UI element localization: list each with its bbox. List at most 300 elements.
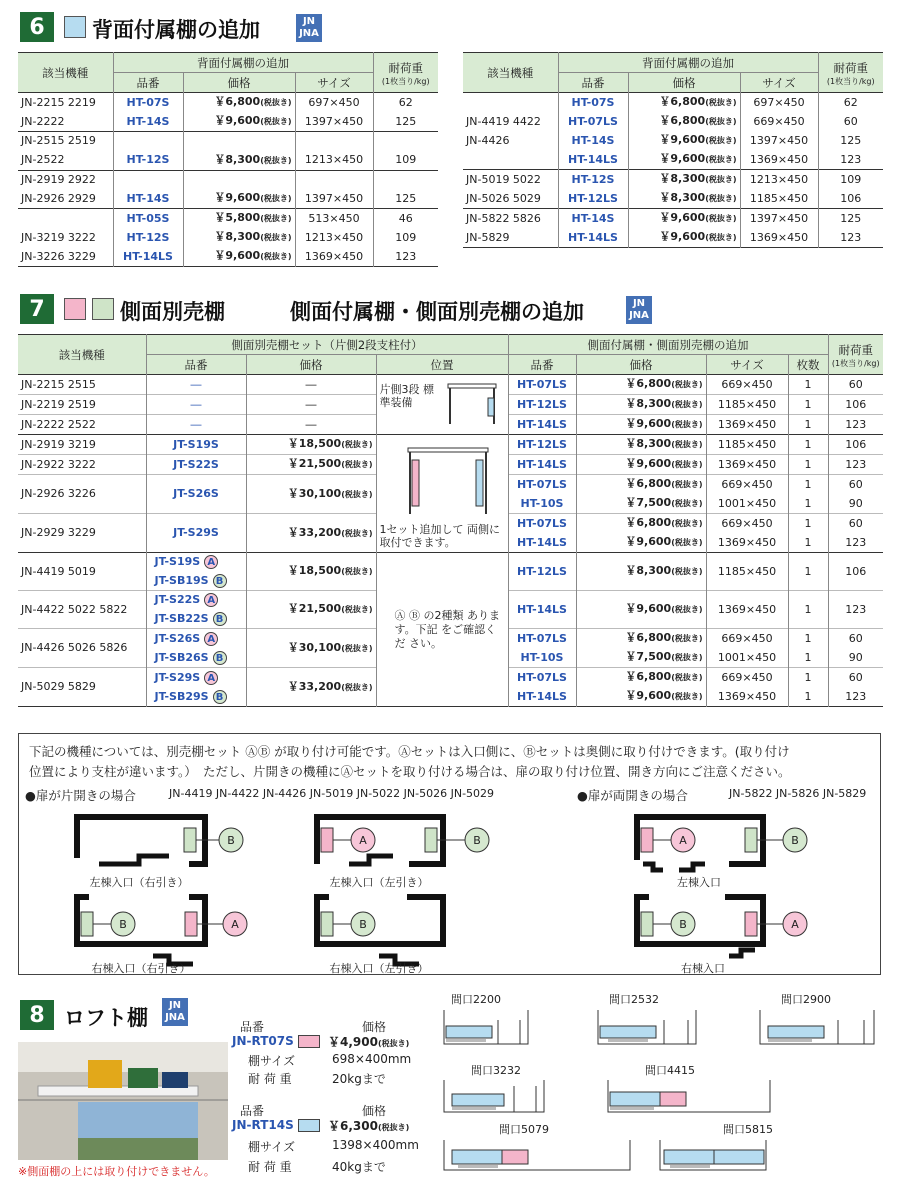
set-part-number: JT-S26S [146, 475, 246, 514]
loft-gap-diagrams [438, 990, 888, 1190]
load-cell: 123 [845, 417, 867, 431]
set-price: ― [246, 415, 376, 435]
qty-cell: 1 [788, 395, 828, 415]
header-size: サイズ [740, 73, 818, 93]
diagram-right-left-slide [309, 894, 519, 974]
size-cell: 1001×450 [706, 648, 788, 668]
part-number: HT-07LS [508, 629, 576, 649]
size-cell: 669×450 [706, 668, 788, 688]
model-cell: JN-5026 5029 [463, 189, 558, 209]
set-price: ￥33,200(税抜き) [246, 514, 376, 553]
mark-a: A [231, 918, 239, 931]
double-door-label: ●扉が両開きの場合 [577, 788, 688, 803]
price-cell: ￥6,800(税抜き) [576, 514, 706, 534]
size-cell: 1369×450 [706, 687, 788, 707]
loft-warning: ※側面棚の上には取り付けできません。 [18, 1165, 215, 1178]
set-part-number: ― [146, 395, 246, 415]
load-cell: 60 [848, 377, 863, 391]
single-door-label: ●扉が片開きの場合 [25, 788, 136, 803]
load-cell: 60 [848, 631, 863, 645]
part-number: HT-10S [508, 648, 576, 668]
mark-b-icon: B [213, 574, 227, 588]
set-part-number: JT-SB19S B [146, 572, 246, 591]
header-side-added: 側面付属棚・側面別売棚の追加 [508, 335, 828, 355]
model-cell: JN-4426 5026 5826 [18, 629, 146, 668]
set-part-number: JT-S19S A [146, 553, 246, 572]
price-cell: ￥6,800(税抜き) [576, 475, 706, 495]
price-cell: ￥9,600(税抜き) [576, 591, 706, 629]
diagram-caption: 右棟入口 [681, 962, 725, 974]
part-number: HT-10S [508, 494, 576, 514]
model-cell: JN-2919 3219 [18, 435, 146, 455]
note-line-1: 下記の機種については、別売棚セット ⒶⒷ が取り付け可能です。Ⓐセットは入口側に、Ⓑセットは奥側に取り付けできます。(取り付け [29, 744, 790, 759]
model-cell: JN-2215 2219 [18, 93, 113, 113]
model-cell: JN-4419 4422 [463, 112, 558, 131]
part-number: HT-14S [558, 209, 628, 229]
qty-cell: 1 [788, 375, 828, 395]
diagram-caption: 左棟入口（右引き） [89, 876, 189, 889]
section-6-number: 6 [20, 12, 54, 42]
qty-cell: 1 [788, 553, 828, 591]
size-cell: 1369×450 [740, 150, 818, 170]
qty-cell: 1 [788, 629, 828, 649]
model-cell: JN-5822 5826 [463, 209, 558, 229]
loft-part-1: JN-RT07S [232, 1034, 294, 1048]
model-cell: JN-2926 2929 [18, 189, 113, 209]
load-cell: 62 [843, 95, 858, 109]
qty-cell: 1 [788, 668, 828, 688]
loft-size-2: 1398×400mm [332, 1138, 419, 1152]
size-cell: 1213×450 [740, 170, 818, 190]
table-cell [183, 132, 295, 151]
loft-load-1: 20kgまで [332, 1072, 386, 1086]
set-price: ￥30,100(税抜き) [246, 475, 376, 514]
size-cell: 697×450 [295, 93, 373, 113]
model-cell: JN-2922 3222 [18, 455, 146, 475]
mark-a-icon: A [204, 593, 218, 607]
price-cell: ￥8,300(税抜き) [576, 435, 706, 455]
header-group: 背面付属棚の追加 [113, 53, 373, 73]
jn-jna-badge: JN JNA [296, 14, 322, 42]
price-cell: ￥7,500(税抜き) [576, 494, 706, 514]
header-price: 価格 [576, 355, 706, 375]
gap-5079: 間口5079 [499, 1123, 549, 1136]
part-number: HT-07S [113, 93, 183, 113]
price-cell: ￥6,800(税抜き) [576, 629, 706, 649]
diagram-left-right-slide [69, 814, 269, 894]
gap-3232: 間口3232 [471, 1064, 521, 1077]
load-cell: 60 [843, 114, 858, 128]
part-number: HT-07LS [508, 668, 576, 688]
size-cell: 1369×450 [706, 591, 788, 629]
part-number: HT-12S [113, 228, 183, 247]
price-cell: ￥6,800(税抜き) [576, 375, 706, 395]
load-cell: 125 [840, 211, 862, 225]
header-part: 品番 [146, 355, 246, 375]
section-7-subtitle: 側面付属棚・側面別売棚の追加 [290, 300, 584, 324]
header-group: 背面付属棚の追加 [558, 53, 818, 73]
load-cell: 106 [845, 397, 867, 411]
load-cell: 60 [848, 477, 863, 491]
part-number: HT-14LS [558, 150, 628, 170]
size-cell: 697×450 [740, 93, 818, 113]
part-number: HT-07LS [508, 475, 576, 495]
loft-header-price: 価格 [362, 1020, 387, 1034]
price-cell: ￥9,600(税抜き) [576, 455, 706, 475]
part-number: HT-14LS [508, 415, 576, 435]
set-part-number: ― [146, 415, 246, 435]
size-cell: 669×450 [706, 475, 788, 495]
position-note: 1セット追加して 両側に取付できます。 [379, 523, 500, 549]
model-cell: JN-2222 [18, 112, 113, 132]
model-cell: JN-4426 [463, 131, 558, 150]
set-price: ￥21,500(税抜き) [246, 455, 376, 475]
note-line-2: 位置により支柱が違います。） ただし、片開きの機種にⒶセットを取り付ける場合は、扉の取り付け位置、開き方向にご注意ください。 [29, 764, 791, 779]
loft-size-label: 棚サイズ [248, 1140, 296, 1154]
price-cell: ￥8,300(税抜き) [576, 395, 706, 415]
position-note: 片側3段 標準装備 [379, 383, 434, 409]
double-door-models: JN-5822 JN-5826 JN-5829 [729, 787, 867, 800]
header-position: 位置 [376, 355, 508, 375]
header-part: 品番 [113, 73, 183, 93]
header-part: 品番 [508, 355, 576, 375]
part-number: HT-14LS [508, 687, 576, 707]
part-number: HT-12S [558, 170, 628, 190]
set-price: ￥30,100(税抜き) [246, 629, 376, 668]
qty-cell: 1 [788, 648, 828, 668]
price-cell: ￥6,800(税抜き) [183, 93, 295, 113]
jn-jna-badge: JN JNA [162, 998, 188, 1026]
model-cell: JN-5029 5829 [18, 668, 146, 707]
load-cell: 123 [840, 152, 862, 166]
price-cell: ￥9,600(税抜き) [576, 415, 706, 435]
position-note: Ⓐ Ⓑ の2種類 あります。下記 をご確認くだ さい。 [394, 608, 500, 650]
set-part-number: JT-S22S A [146, 591, 246, 610]
load-cell: 125 [840, 133, 862, 147]
green-swatch-icon [92, 298, 114, 320]
qty-cell: 1 [788, 494, 828, 514]
section-8-title: ロフト棚 [64, 1006, 148, 1030]
model-cell [463, 93, 558, 113]
part-number: HT-14S [113, 189, 183, 209]
model-cell: JN-2929 3229 [18, 514, 146, 553]
load-cell: 125 [395, 114, 417, 128]
diagram-caption: 左棟入口（左引き） [329, 876, 429, 889]
size-cell: 1397×450 [295, 112, 373, 132]
set-price: ￥21,500(税抜き) [246, 591, 376, 629]
loft-header-part: 品番 [240, 1104, 265, 1118]
set-part-number: JT-S22S [146, 455, 246, 475]
part-number: HT-12LS [508, 553, 576, 591]
part-number: HT-12LS [508, 395, 576, 415]
section-6-title: 背面付属棚の追加 [92, 18, 260, 42]
price-cell: ￥6,800(税抜き) [628, 93, 740, 113]
loft-size-1: 698×400mm [332, 1052, 412, 1066]
price-cell: ￥8,300(税抜き) [628, 170, 740, 190]
price-cell: ￥8,300(税抜き) [183, 151, 295, 171]
diagram-caption: 左棟入口 [677, 876, 721, 889]
part-number: HT-14S [558, 131, 628, 150]
single-door-models: JN-4419 JN-4422 JN-4426 JN-5019 JN-5022 JN-5026 JN-5029 [169, 787, 495, 800]
load-cell: 109 [840, 172, 862, 186]
load-cell: 123 [845, 689, 867, 703]
part-number: HT-14LS [508, 455, 576, 475]
part-number: HT-12LS [508, 435, 576, 455]
loft-header-price: 価格 [362, 1104, 387, 1118]
header-model: 該当機種 [18, 335, 146, 375]
section-7-title: 側面別売棚 [120, 300, 225, 324]
diagram-caption: 右棟入口（右引き） [91, 962, 191, 974]
price-cell: ￥7,500(税抜き) [576, 648, 706, 668]
size-cell: 1213×450 [295, 228, 373, 247]
back-shelf-table-right [463, 52, 883, 248]
load-cell: 123 [845, 535, 867, 549]
size-cell: 1397×450 [740, 209, 818, 229]
section-7-number: 7 [20, 294, 54, 324]
load-cell: 125 [395, 191, 417, 205]
loft-load-label: 耐 荷 重 [248, 1160, 292, 1174]
header-price: 価格 [183, 73, 295, 93]
qty-cell: 1 [788, 514, 828, 534]
model-cell: JN-2926 3226 [18, 475, 146, 514]
size-cell: 1213×450 [295, 151, 373, 171]
gap-2532: 間口2532 [609, 993, 659, 1006]
set-part-number: JT-S29S A [146, 668, 246, 688]
load-cell: 106 [845, 564, 867, 578]
qty-cell: 1 [788, 687, 828, 707]
set-part-number: ― [146, 375, 246, 395]
load-cell: 46 [398, 211, 413, 225]
size-cell: 1369×450 [740, 228, 818, 248]
model-cell: JN-3219 3222 [18, 228, 113, 247]
price-cell: ￥6,800(税抜き) [628, 112, 740, 131]
table-cell [295, 170, 373, 189]
header-side-set: 側面別売棚セット（片側2段支柱付） [146, 335, 508, 355]
model-cell: JN-2919 2922 [18, 170, 113, 189]
diagram-right-double [629, 894, 839, 974]
part-number: HT-05S [113, 209, 183, 229]
mark-a-icon: A [204, 632, 218, 646]
part-number: HT-12S [113, 151, 183, 171]
load-cell: 123 [840, 230, 862, 244]
size-cell: 1185×450 [706, 435, 788, 455]
price-cell: ￥9,600(税抜き) [576, 687, 706, 707]
load-cell: 90 [848, 496, 863, 510]
header-qty: 枚数 [788, 355, 828, 375]
part-number: HT-14LS [113, 247, 183, 267]
header-part: 品番 [558, 73, 628, 93]
model-cell: JN-2215 2515 [18, 375, 146, 395]
jn-jna-badge: JN JNA [626, 296, 652, 324]
header-model: 該当機種 [463, 53, 558, 93]
part-number: HT-14LS [508, 591, 576, 629]
gap-2200: 間口2200 [451, 993, 501, 1006]
table-cell [113, 132, 183, 151]
mark-b-icon: B [213, 651, 227, 665]
blue-swatch-icon [64, 16, 86, 38]
load-cell: 109 [395, 230, 417, 244]
loft-price-1: ￥4,900(税抜き) [328, 1035, 410, 1049]
size-cell: 1369×450 [706, 415, 788, 435]
mark-a-icon: A [204, 671, 218, 685]
price-cell: ￥8,300(税抜き) [183, 228, 295, 247]
mark-b-icon: B [213, 612, 227, 626]
table-cell [373, 132, 438, 151]
load-cell: 90 [848, 650, 863, 664]
size-cell: 669×450 [706, 514, 788, 534]
size-cell: 669×450 [706, 629, 788, 649]
position-cell [376, 553, 508, 707]
qty-cell: 1 [788, 591, 828, 629]
loft-load-2: 40kgまで [332, 1160, 386, 1174]
price-cell: ￥9,600(税抜き) [628, 131, 740, 150]
model-cell: JN-2515 2519 [18, 132, 113, 151]
part-number: HT-07LS [508, 514, 576, 534]
header-load: 耐荷重 (1枚当り/kg) [818, 53, 883, 93]
part-number: HT-14LS [558, 228, 628, 248]
diagram-left-double [629, 814, 839, 894]
header-size: サイズ [706, 355, 788, 375]
size-cell: 1397×450 [295, 189, 373, 209]
blue-color-icon [298, 1119, 320, 1132]
set-price: ― [246, 395, 376, 415]
mark-b: B [473, 834, 481, 847]
qty-cell: 1 [788, 533, 828, 553]
mark-a: A [679, 834, 687, 847]
part-number: HT-07LS [558, 112, 628, 131]
table-cell [373, 170, 438, 189]
size-cell: 513×450 [295, 209, 373, 229]
qty-cell: 1 [788, 455, 828, 475]
size-cell: 1397×450 [740, 131, 818, 150]
model-cell: JN-4422 5022 5822 [18, 591, 146, 629]
price-cell: ￥8,300(税抜き) [576, 553, 706, 591]
part-number: HT-14LS [508, 533, 576, 553]
header-load: 耐荷重 (1枚当り/kg) [373, 53, 438, 93]
back-shelf-table-left [18, 52, 438, 267]
model-cell [463, 150, 558, 170]
price-cell: ￥9,600(税抜き) [576, 533, 706, 553]
set-part-number: JT-SB26S B [146, 648, 246, 668]
pink-swatch-icon [64, 298, 86, 320]
loft-header-part: 品番 [240, 1020, 265, 1034]
set-part-number: JT-S19S [146, 435, 246, 455]
header-model: 該当機種 [18, 53, 113, 93]
size-cell: 669×450 [740, 112, 818, 131]
load-cell: 123 [395, 249, 417, 263]
size-cell: 669×450 [706, 375, 788, 395]
standard-shelf-diagram [446, 380, 500, 430]
diagram-left-left-slide [309, 814, 519, 894]
load-cell: 62 [398, 95, 413, 109]
price-cell: ￥9,600(税抜き) [183, 247, 295, 267]
part-number: HT-07LS [508, 375, 576, 395]
size-cell: 1185×450 [706, 553, 788, 591]
loft-size-label: 棚サイズ [248, 1054, 296, 1068]
set-price: ￥18,500(税抜き) [246, 553, 376, 591]
added-shelf-diagram [404, 444, 494, 518]
mark-a-icon: A [204, 555, 218, 569]
mark-a: A [359, 834, 367, 847]
model-cell: JN-3226 3229 [18, 247, 113, 267]
mark-b: B [227, 834, 235, 847]
size-cell: 1369×450 [706, 533, 788, 553]
loft-price-2: ￥6,300(税抜き) [328, 1119, 410, 1133]
diagram-right-right-slide [69, 894, 279, 974]
header-load: 耐荷重 (1枚当り/kg) [828, 335, 883, 375]
load-cell: 60 [848, 516, 863, 530]
size-cell: 1369×450 [295, 247, 373, 267]
gap-4415: 間口4415 [645, 1064, 695, 1077]
load-cell: 109 [395, 153, 417, 166]
mark-a: A [791, 918, 799, 931]
mark-b-icon: B [213, 690, 227, 704]
mark-b: B [119, 918, 127, 931]
load-cell: 106 [840, 191, 862, 205]
model-cell: JN-2522 [18, 151, 113, 171]
gap-2900: 間口2900 [781, 993, 831, 1006]
mark-b: B [791, 834, 799, 847]
load-cell: 60 [848, 670, 863, 684]
model-cell: JN-4419 5019 [18, 553, 146, 591]
part-number: HT-07S [558, 93, 628, 113]
header-size: サイズ [295, 73, 373, 93]
model-cell: JN-2222 2522 [18, 415, 146, 435]
loft-part-2: JN-RT14S [232, 1118, 294, 1132]
load-cell: 106 [845, 437, 867, 451]
table-cell [183, 170, 295, 189]
size-cell: 1185×450 [706, 395, 788, 415]
qty-cell: 1 [788, 475, 828, 495]
price-cell: ￥5,800(税抜き) [183, 209, 295, 229]
price-cell: ￥9,600(税抜き) [628, 209, 740, 229]
loft-shelf-photo [18, 1042, 228, 1160]
set-part-number: JT-SB22S B [146, 610, 246, 629]
price-cell: ￥9,600(税抜き) [183, 112, 295, 132]
header-price: 価格 [246, 355, 376, 375]
price-cell: ￥9,600(税抜き) [183, 189, 295, 209]
set-price: ― [246, 375, 376, 395]
price-cell: ￥9,600(税抜き) [628, 228, 740, 248]
model-cell: JN-5019 5022 [463, 170, 558, 190]
table-cell [295, 132, 373, 151]
part-number: HT-14S [113, 112, 183, 132]
price-cell: ￥8,300(税抜き) [628, 189, 740, 209]
price-cell: ￥6,800(税抜き) [576, 668, 706, 688]
model-cell: JN-5829 [463, 228, 558, 248]
part-number: HT-12LS [558, 189, 628, 209]
mark-b: B [359, 918, 367, 931]
model-cell: JN-2219 2519 [18, 395, 146, 415]
gap-5815: 間口5815 [723, 1123, 773, 1136]
load-cell: 123 [845, 457, 867, 471]
qty-cell: 1 [788, 435, 828, 455]
size-cell: 1185×450 [740, 189, 818, 209]
diagram-caption: 右棟入口（左引き） [329, 962, 429, 974]
table-cell [113, 170, 183, 189]
set-price: ￥33,200(税抜き) [246, 668, 376, 707]
shelf-set-note-box [18, 733, 881, 975]
set-part-number: JT-S29S [146, 514, 246, 553]
size-cell: 1001×450 [706, 494, 788, 514]
size-cell: 1369×450 [706, 455, 788, 475]
pink-color-icon [298, 1035, 320, 1048]
loft-load-label: 耐 荷 重 [248, 1072, 292, 1086]
price-cell: ￥9,600(税抜き) [628, 150, 740, 170]
header-price: 価格 [628, 73, 740, 93]
model-cell [18, 209, 113, 229]
qty-cell: 1 [788, 415, 828, 435]
